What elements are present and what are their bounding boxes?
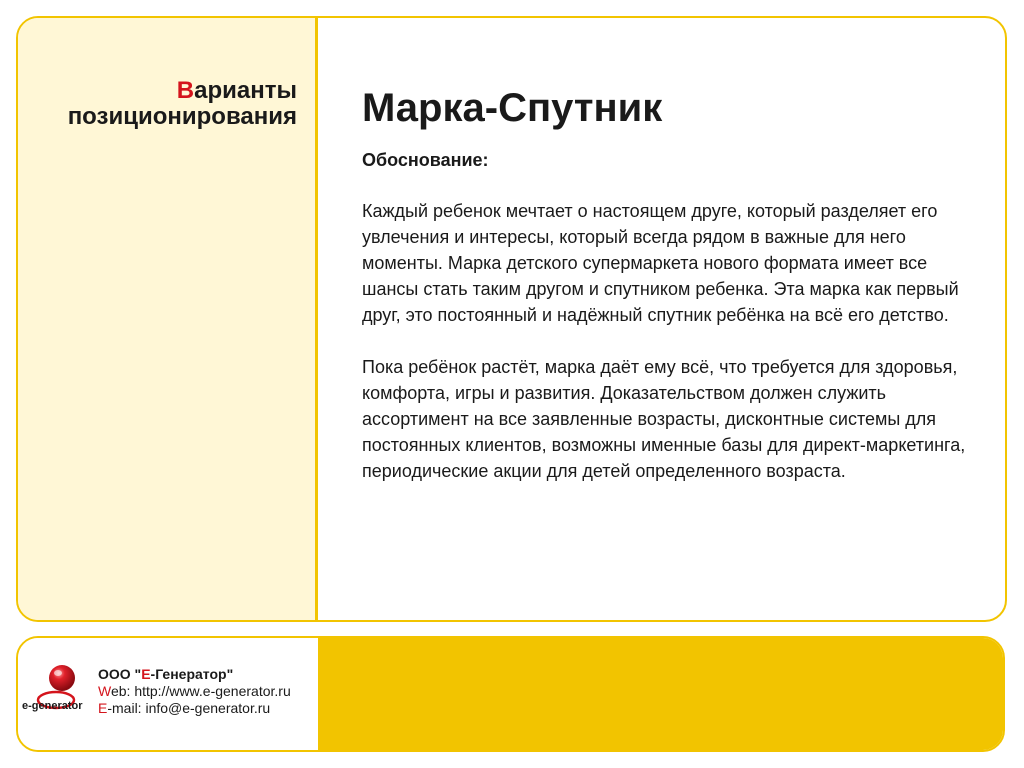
footer [16, 636, 1005, 752]
paragraph-1: Каждый ребенок мечтает о настоящем друге, который разделяет его увлечения и интересы, который всегда рядом в важные для него моменты. Марка детского супермаркета нового формата имеет все шансы стать таким другом и спутником ребенка. Эта марка как первый друг, это постоянный и надёжный спутник ребёнка на всё его детство. [362, 201, 959, 325]
company-info [98, 666, 291, 717]
company-name-prefix: ООО " [98, 666, 142, 682]
company-email-accent: E [98, 700, 108, 716]
section-title-line2: позиционирования [67, 103, 297, 130]
section-title-line1: арианты [194, 77, 297, 104]
footer-company-panel [18, 638, 320, 750]
company-web-text: eb: http://www.e-generator.ru [110, 683, 291, 699]
content-frame [16, 16, 1007, 622]
company-email[interactable] [98, 700, 291, 717]
page-title: Марка-Спутник [362, 86, 663, 130]
company-name-accent: Е [141, 666, 151, 682]
logo-caption: e-generator [22, 700, 83, 712]
footer-yellow-band [320, 638, 1003, 750]
sidebar-panel [18, 18, 318, 620]
company-name [98, 666, 291, 683]
subheading: Обоснование: [362, 150, 489, 170]
main-panel [318, 18, 1005, 620]
section-title-accent-letter: В [176, 77, 195, 104]
company-web-accent: W [98, 683, 111, 699]
section-title [68, 78, 297, 130]
e-generator-logo-icon [32, 658, 102, 738]
body-text [362, 198, 972, 510]
company-name-suffix: -Генератор" [150, 666, 234, 682]
paragraph-2: Пока ребёнок растёт, марка даёт ему всё, что требуется для здоровья, комфорта, игры и развития. Доказательством должен служить ассортимент на все заявленные возрасты, дисконтные системы для постоянных клиентов, возможны именные базы для директ-маркетинга, периодические акции для детей определенного возраста. [362, 357, 966, 481]
company-email-text: -mail: info@e-generator.ru [107, 700, 271, 716]
company-web[interactable] [98, 683, 291, 700]
